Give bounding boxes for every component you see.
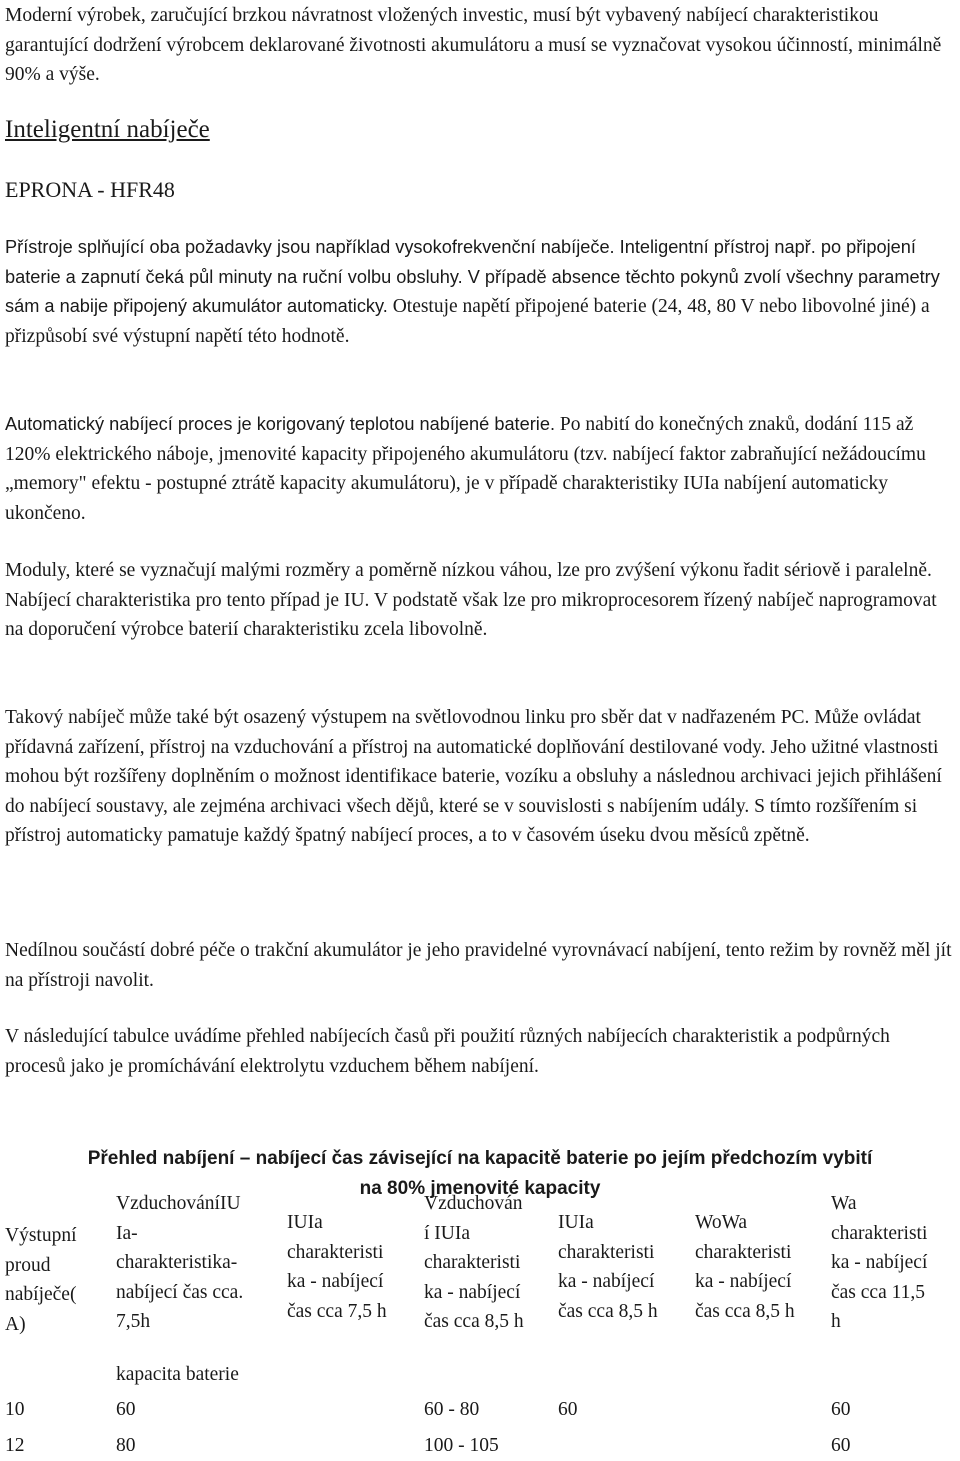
header-line: nabíječe( <box>5 1284 77 1305</box>
header-line: 7,5h <box>116 1311 151 1332</box>
paragraph-table-intro: V následující tabulce uvádíme přehled nabíjecích časů při použití různých nabíjecích charakteristik a podpůrných procesů jako je promíchávání elektrolytu vzduchem během nabíjení. <box>5 1026 890 1077</box>
paragraph-charging-process-serif: Po nabití do konečných znaků, dodání 115 až 120% elektrického náboje, jmenovité kapacity připojeného akumulátoru (tzv. nabíjecí faktor zabraňující nežádoucímu „memory" efektu - postupné ztrátě kapacity akumulátoru), je v případě charakteristiky IUIa nabíjení automaticky ukončeno. <box>5 414 926 524</box>
table-header-iuia-7-5h <box>287 1208 387 1326</box>
header-line: WoWa <box>695 1212 748 1233</box>
paragraph-data-output: Takový nabíječ může také být osazený výstupem na světlovodnou linku pro sběr dat v nadřazeném PC. Může ovládat přídavná zařízení, přístroj na vzduchování a přístroj na automatické doplňování destilované vody. Jeho užitné vlastnosti mohou být rozšířeny doplněním o možnost identifikace baterie, vozíku a obsluhy a následnou archivaci jejich přihlášení do nabíjecí soustavy, ale zejména archivaci všech dějů, které se v souvislosti s nabíjením udály. S tímto rozšířením si přístroj automaticky pamatuje každý špatný nabíjecí proces, a to v časovém úseku dvou měsíců zpětně. <box>5 707 942 846</box>
table-cell: 12 <box>5 1435 25 1456</box>
table-cell: 60 <box>116 1399 136 1420</box>
header-line: Vzduchován <box>424 1193 523 1214</box>
table-header-iuia-8-5h <box>558 1208 658 1326</box>
header-line: čas cca 8,5 h <box>558 1300 658 1322</box>
header-line: IUIa <box>558 1212 594 1233</box>
paragraph-equalizing: Nedílnou součástí dobré péče o trakční akumulátor je jeho pravidelné vyrovnávací nabíjení, tento režim by rovněž měl jít na přístroji navolit. <box>5 940 952 991</box>
header-line: ka - nabíjecí <box>558 1271 655 1292</box>
table-header-output-current <box>5 1221 77 1339</box>
header-line: A) <box>5 1313 26 1335</box>
paragraph-smart-chargers-serif: Otestuje napětí připojené baterie (24, 48, 80 V nebo libovolné jiné) a přizpůsobí své výstupní napětí této hodnotě. <box>5 296 930 347</box>
header-line: čas cca 11,5 <box>831 1281 926 1303</box>
table-header-wa <box>831 1189 927 1337</box>
header-line: VzduchováníIU <box>116 1193 241 1214</box>
header-line: charakteristi <box>558 1241 655 1263</box>
header-line: charakteristika- <box>116 1252 238 1273</box>
intro-paragraph: Moderní výrobek, zaručující brzkou návratnost vložených investic, musí být vybavený nabíjecí charakteristikou garantující dodržení výrobcem deklarované životnosti akumulátoru a musí se vyznačovat vysokou účinností, minimálně 90% a výše. <box>5 5 942 85</box>
header-line: ka - nabíjecí <box>287 1271 384 1292</box>
header-line: IUIa <box>287 1212 323 1233</box>
header-line: charakteristi <box>831 1222 928 1244</box>
header-line: nabíjecí čas cca. <box>116 1281 244 1303</box>
table-cell: 60 <box>558 1399 578 1420</box>
header-line: čas cca 8,5 h <box>424 1311 524 1332</box>
header-line: ka - nabíjecí <box>695 1271 792 1292</box>
header-line: charakteristi <box>424 1252 521 1273</box>
paragraph-smart-chargers-sans: Přístroje splňující oba požadavky jsou například vysokofrekvenční nabíječe. Inteligentní přístroj např. po připojení baterie a zapnutí čeká půl minuty na ruční volbu obsluhy. V případě absence těchto pokynů zvolí všechny parametry sám a nabije připojený akumulátor automaticky. <box>5 237 940 316</box>
paragraph-charging-process-sans: Automatický nabíjecí proces je korigovaný teplotou nabíjené baterie. <box>5 414 555 434</box>
header-line: čas cca 8,5 h <box>695 1300 795 1322</box>
table-cell: 10 <box>5 1399 25 1420</box>
table-row <box>5 1395 960 1425</box>
model-title: EPRONA - HFR48 <box>5 177 175 202</box>
table-title-line-1: Přehled nabíjení – nabíjecí čas závisející na kapacitě baterie po jejím předchozím vybití <box>87 1148 873 1169</box>
header-line: Výstupní <box>5 1225 77 1246</box>
table-cell: 60 <box>831 1399 851 1420</box>
table-row <box>5 1431 960 1461</box>
header-line: charakteristi <box>695 1241 792 1263</box>
header-line: h <box>831 1311 841 1332</box>
section-title: Inteligentní nabíječe <box>5 116 210 143</box>
table-cell: 60 <box>831 1435 851 1456</box>
header-line: ka - nabíjecí <box>831 1252 928 1273</box>
table-cell: 60 - 80 <box>424 1399 480 1420</box>
header-line: charakteristi <box>287 1241 384 1263</box>
paragraph-charging-process <box>5 410 955 528</box>
header-line: čas cca 7,5 h <box>287 1300 387 1322</box>
header-line: Ia- <box>116 1222 138 1244</box>
header-line: Wa <box>831 1193 857 1214</box>
header-line: proud <box>5 1254 51 1276</box>
paragraph-modules: Moduly, které se vyznačují malými rozměry a poměrně nízkou váhou, lze pro zvýšení výkonu řadit sériově i paralelně. Nabíjecí charakteristika pro tento případ je IU. V podstatě však lze pro mikroprocesorem řízený nabíječ naprogramovat na doporučení výrobce baterií charakteristiku zcela libovolně. <box>5 560 937 640</box>
table-header-aerated-iuia <box>116 1189 243 1337</box>
table-header-aerated-iuia-8-5h <box>424 1189 524 1337</box>
table-cell: 80 <box>116 1435 136 1456</box>
table-header-wowa <box>695 1208 795 1326</box>
header-line: ka - nabíjecí <box>424 1281 521 1303</box>
table-title-line-2: na 80% jmenovité kapacity <box>359 1178 601 1199</box>
paragraph-smart-chargers <box>5 233 955 351</box>
header-line: í IUIa <box>424 1222 471 1244</box>
table-cell: 100 - 105 <box>424 1435 499 1456</box>
capacity-label: kapacita baterie <box>116 1364 239 1385</box>
